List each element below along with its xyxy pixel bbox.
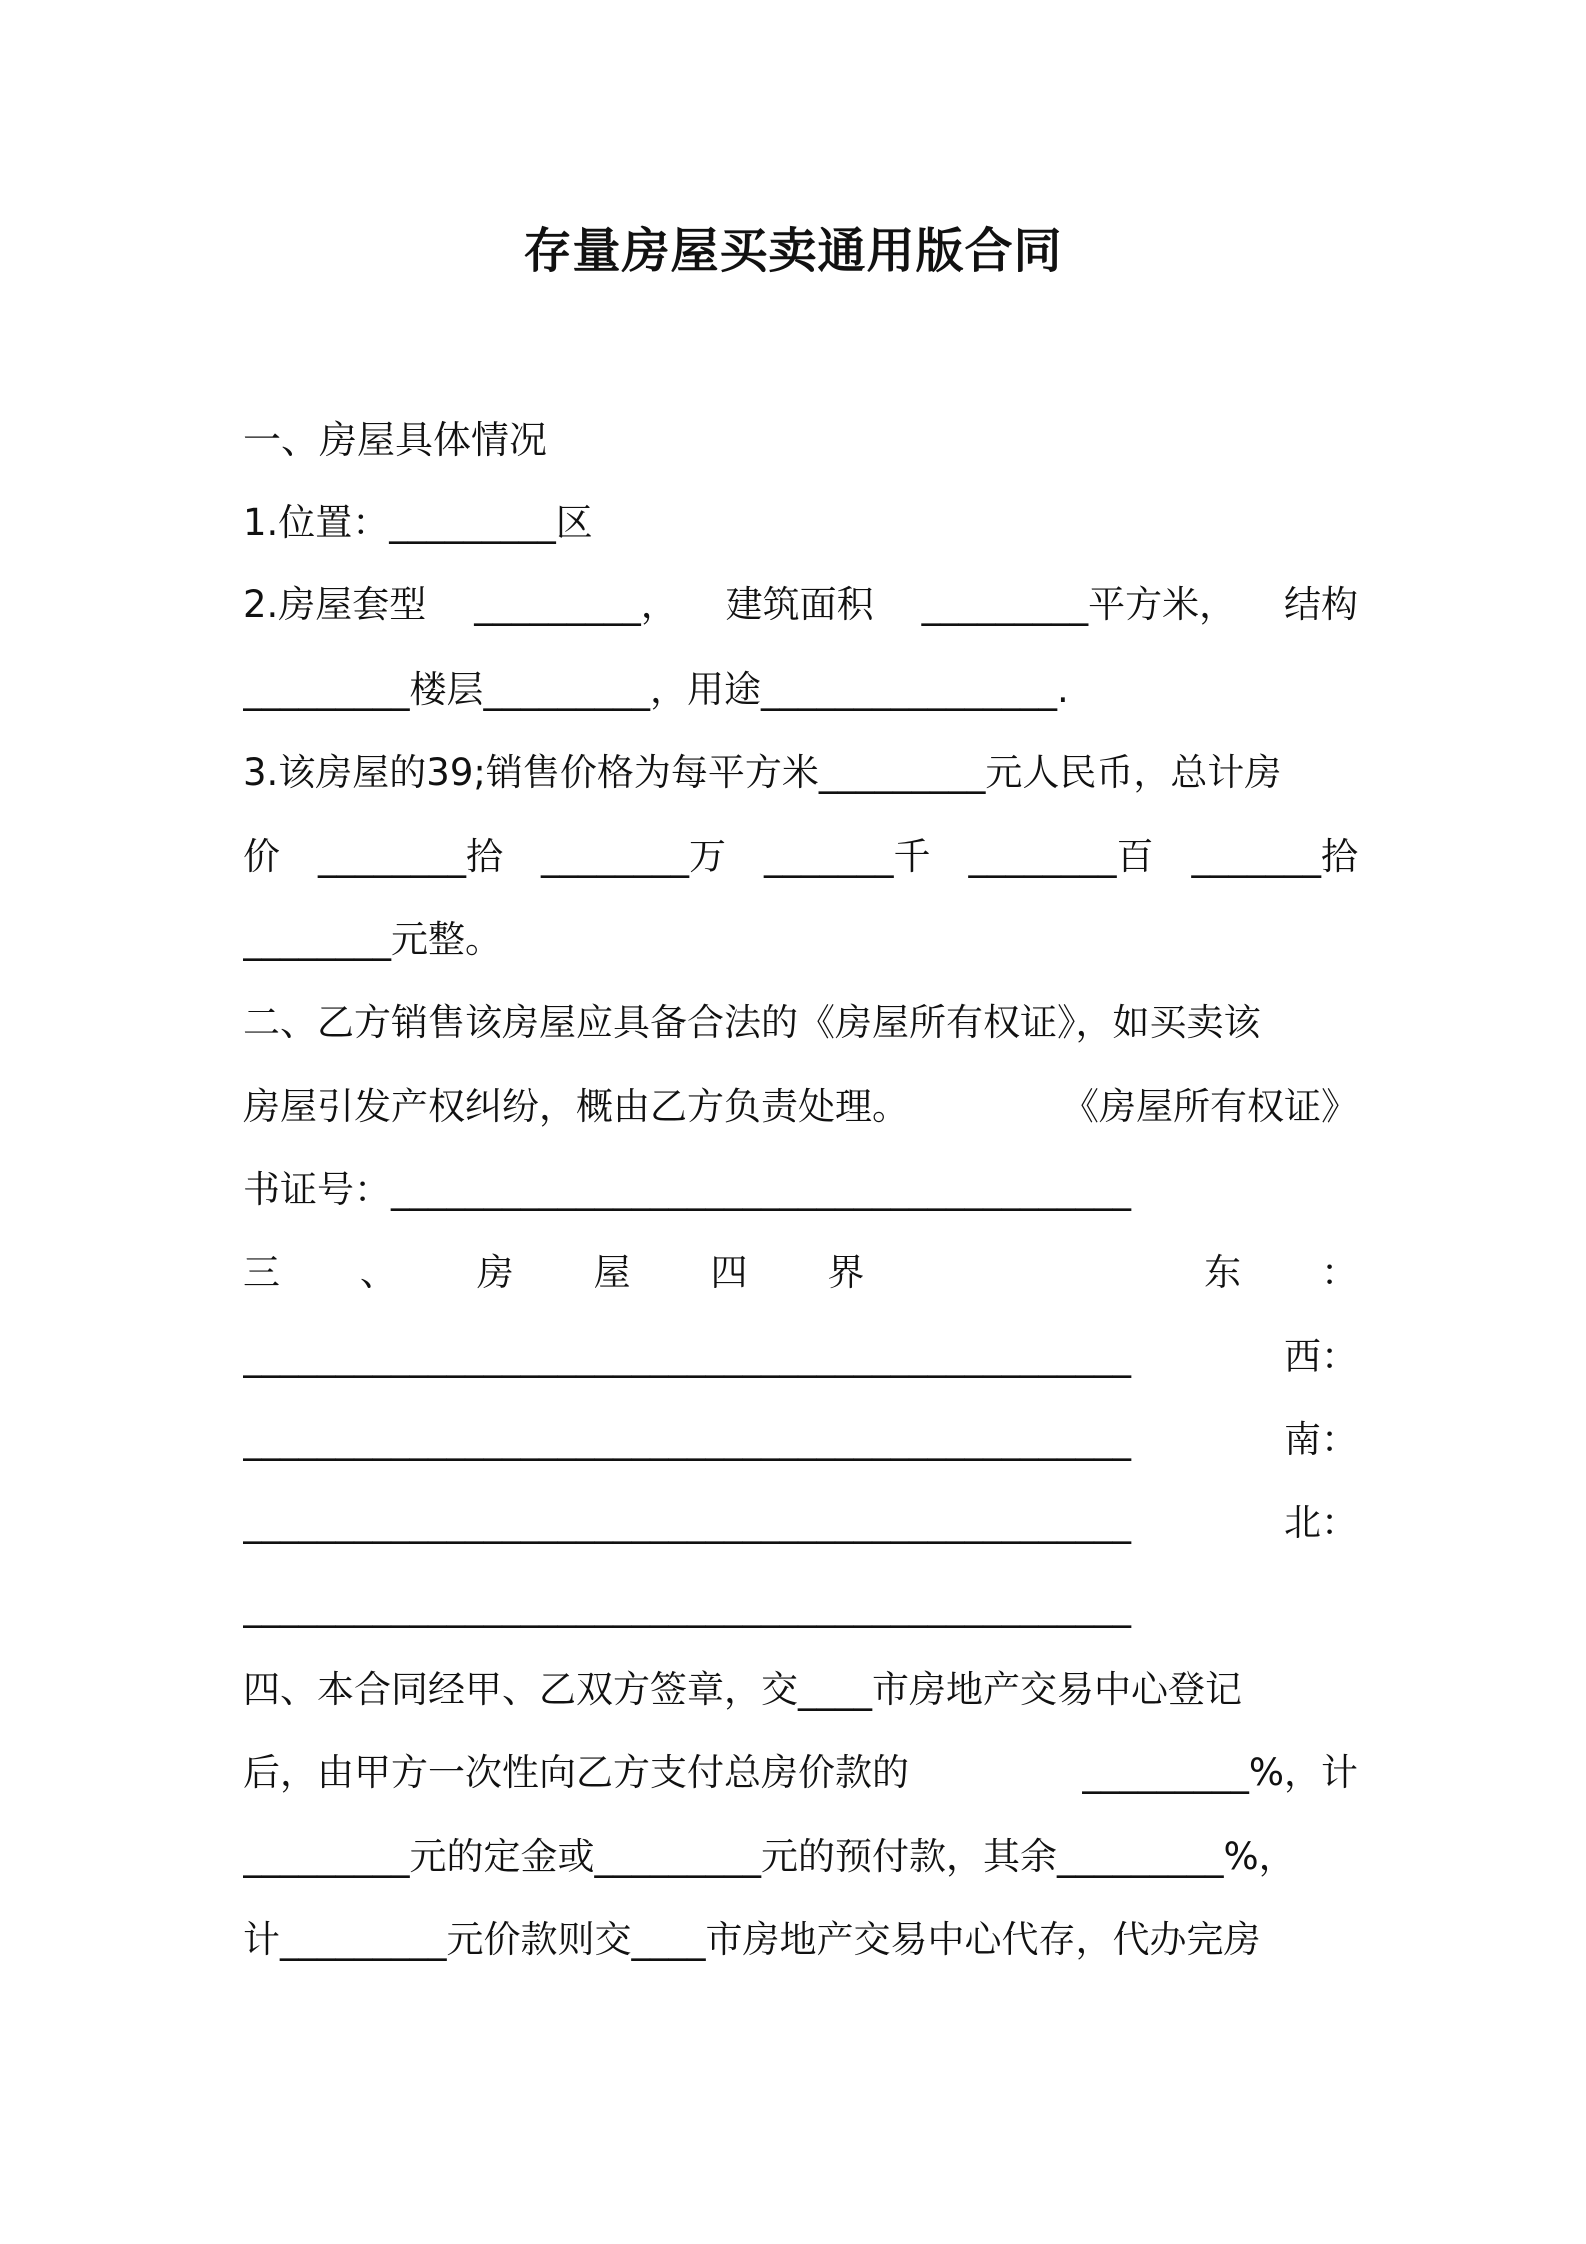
house-type-line [243,580,1358,630]
section-4-line-4: 计_________元价款则交____市房地产交易中心代存，代办完房 [243,1918,1261,1961]
text-segment: 房 [476,1251,514,1294]
text-segment: 南： [1284,1418,1358,1461]
text-segment: 《房屋所有权证》 [1062,1085,1358,1128]
section-4-line-2 [243,1748,1358,1798]
text-segment: 北： [1284,1501,1358,1544]
text-segment: 、 [359,1251,397,1294]
floor-usage-line: _________楼层_________，用途________________. [243,668,1069,711]
text-segment: ________百 [968,835,1154,878]
text-segment: _________%，计 [1082,1751,1358,1794]
text-segment: ________拾 [318,835,503,878]
section-4-line-3: _________元的定金或_________元的预付款，其余_________%， [243,1835,1296,1878]
text-segment: 房屋引发产权纠纷，概由乙方负责处理。 [243,1085,909,1128]
section-4-line-1: 四、本合同经甲、乙双方签章，交____市房地产交易中心登记 [243,1668,1242,1711]
boundary-south-line [243,1498,1358,1548]
blank-field: ________________________________________________ [243,1501,1131,1544]
text-segment: 界 [827,1251,865,1294]
text-segment: _________平方米， [921,583,1237,626]
text-segment: ________万 [541,835,726,878]
text-segment: 建筑面积 [725,583,874,626]
text-segment: _______千 [764,835,931,878]
section-2-line-1: 二、乙方销售该房屋应具备合法的《房屋所有权证》，如买卖该 [243,1001,1261,1044]
text-segment: ： [1321,1251,1358,1294]
certificate-number-line: 书证号：________________________________________ [243,1168,1131,1211]
price-line: 3.该房屋的39;销售价格为每平方米_________元人民币，总计房 [243,751,1282,794]
text-segment: 屋 [593,1251,631,1294]
boundary-east-line [243,1332,1358,1382]
text-segment: 价 [243,835,280,878]
text-segment: 东 [1204,1251,1242,1294]
blank-field: ________________________________________________ [243,1418,1131,1461]
section-3-heading [243,1248,1358,1298]
boundary-west-line [243,1415,1358,1465]
location-line: 1.位置：_________区 [243,501,593,544]
blank-field: ________________________________________________ [243,1335,1131,1378]
text-segment: 三 [243,1251,280,1294]
text-segment: 2.房屋套型 [243,583,427,626]
section-1-heading: 一、房屋具体情况 [243,418,548,462]
total-price-line [243,832,1358,882]
text-segment: _______拾 [1191,835,1358,878]
boundary-north-line: ________________________________________________ [243,1585,1131,1628]
total-price-end-line: ________元整。 [243,918,502,961]
document-title: 存量房屋买卖通用版合同 [523,223,1063,279]
text-segment: 西： [1284,1335,1358,1378]
text-segment: 四 [710,1251,748,1294]
text-segment: 后，由甲方一次性向乙方支付总房价款的 [243,1751,909,1794]
section-2-line-2 [243,1082,1358,1132]
text-segment: 结构 [1284,583,1358,626]
text-segment: _________， [474,583,678,626]
